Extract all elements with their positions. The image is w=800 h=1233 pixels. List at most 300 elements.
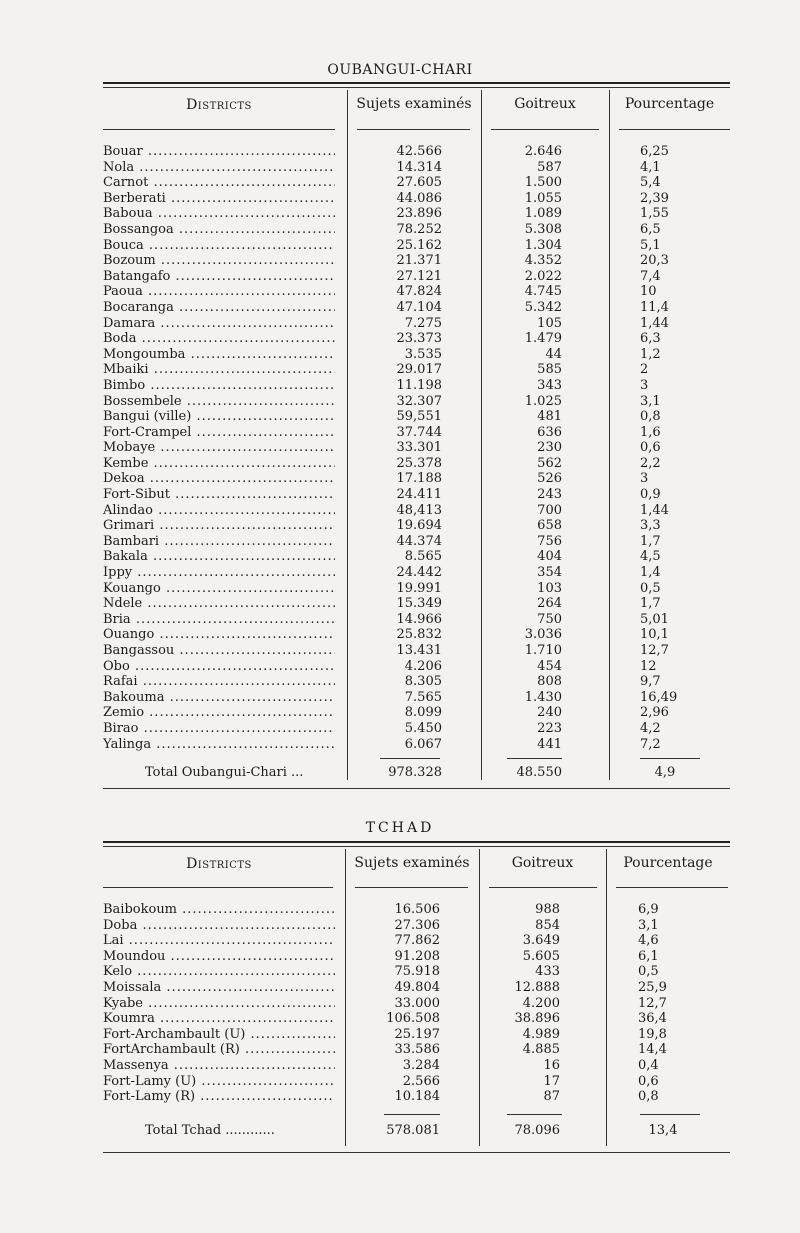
district-name: Bakala ..... [103, 549, 335, 565]
sujets-value: 25.832 [396, 627, 442, 643]
sujets-value: 23.373 [396, 331, 442, 347]
tchad-bottom-rule [103, 1152, 730, 1153]
table-row [0, 737, 800, 753]
pourcentage-value: 7,2 [640, 736, 661, 752]
table-row [0, 394, 800, 410]
goitreux-value: 1.304 [524, 237, 562, 253]
sujets-value: 24.411 [396, 487, 442, 503]
district-name: FortArchambault (R) ..... [103, 1042, 335, 1058]
district-name: Doba ..... [103, 918, 335, 934]
tchad-header-goitreux: Goitreux [511, 855, 574, 871]
pourcentage-value: 12,7 [638, 995, 667, 1011]
goitreux-value: 636 [537, 424, 562, 440]
sujets-value: 14.966 [396, 611, 442, 627]
table-row [0, 253, 800, 269]
sujets-value: 14.314 [396, 159, 442, 175]
sujets-value: 48,413 [396, 502, 442, 518]
tchad-total-sep-2 [507, 1114, 562, 1115]
sujets-value: 42.566 [396, 144, 442, 159]
goitreux-value: 854 [535, 917, 560, 933]
pourcentage-value: 10 [640, 284, 657, 300]
district-name: Bimbo ..... [103, 378, 335, 394]
oubangui-header-sep-1 [103, 129, 335, 130]
goitreux-value: 481 [537, 409, 562, 425]
pourcentage-value: 0,9 [640, 487, 661, 503]
pourcentage-value: 0,6 [638, 1073, 659, 1089]
table-row [0, 347, 800, 363]
table-row [0, 518, 800, 534]
pourcentage-value: 4,2 [640, 720, 661, 736]
goitreux-value: 354 [537, 565, 562, 581]
goitreux-value: 87 [543, 1089, 560, 1105]
table-row [0, 316, 800, 332]
oubangui-total-sep-3 [640, 758, 700, 759]
goitreux-value: 16 [543, 1057, 560, 1073]
goitreux-value: 454 [537, 658, 562, 674]
tchad-header-sep-3 [489, 887, 597, 888]
table-row [0, 222, 800, 238]
oubangui-title: OUBANGUI-CHARI [327, 62, 473, 78]
district-name: Bangassou ..... [103, 643, 335, 659]
sujets-value: 27.306 [394, 917, 440, 933]
goitreux-value: 44 [545, 346, 562, 362]
table-row [0, 284, 800, 300]
oubangui-top-rule-thin [103, 87, 730, 88]
table-row [0, 1042, 800, 1058]
district-name: Birao ..... [103, 721, 335, 737]
goitreux-value: 4.352 [524, 253, 562, 269]
pourcentage-value: 6,9 [638, 902, 659, 917]
pourcentage-value: 36,4 [638, 1011, 667, 1027]
sujets-value: 32.307 [396, 393, 442, 409]
oubangui-header-sep-4 [619, 129, 730, 130]
pourcentage-value: 1,2 [640, 346, 661, 362]
pourcentage-value: 0,6 [640, 440, 661, 456]
pourcentage-value: 3 [640, 471, 649, 487]
table-row [0, 1011, 800, 1027]
pourcentage-value: 2 [640, 362, 649, 378]
pourcentage-value: 3 [640, 377, 649, 393]
goitreux-value: 658 [537, 518, 562, 534]
district-name: Ndele ..... [103, 596, 335, 612]
district-name: Bossembele ..... [103, 394, 335, 410]
table-row [0, 269, 800, 285]
district-name: Moundou ..... [103, 949, 335, 965]
tchad-header-sujets: Sujets examinés [354, 855, 470, 871]
district-name: Alindao ..... [103, 503, 335, 519]
district-name: Mobaye ..... [103, 440, 335, 456]
sujets-value: 91.208 [394, 948, 440, 964]
pourcentage-value: 9,7 [640, 674, 661, 690]
sujets-value: 27.121 [396, 268, 442, 284]
district-name: Zemio ..... [103, 705, 335, 721]
sujets-value: 4.206 [404, 658, 442, 674]
district-name: Kembe ..... [103, 456, 335, 472]
goitreux-value: 243 [537, 487, 562, 503]
district-name: Fort-Archambault (U) ..... [103, 1027, 335, 1043]
goitreux-value: 4.989 [522, 1026, 560, 1042]
tchad-title: TCHAD [365, 820, 435, 836]
goitreux-value: 17 [543, 1073, 560, 1089]
pourcentage-value: 4,5 [640, 549, 661, 565]
district-name: Bozoum ..... [103, 253, 335, 269]
pourcentage-value: 4,1 [640, 159, 661, 175]
sujets-value: 7.275 [404, 315, 442, 331]
oubangui-top-rule [103, 82, 730, 84]
sujets-value: 25.162 [396, 237, 442, 253]
sujets-value: 49.804 [394, 979, 440, 995]
table-row [0, 705, 800, 721]
table-row [0, 487, 800, 503]
goitreux-value: 1.710 [524, 643, 562, 658]
table-row [0, 534, 800, 550]
goitreux-value: 587 [537, 159, 562, 175]
goitreux-value: 240 [537, 705, 562, 721]
sujets-value: 8.565 [404, 549, 442, 565]
table-row [0, 175, 800, 191]
oubangui-total-label: Total Oubangui-Chari ... [145, 765, 304, 780]
sujets-value: 47.824 [396, 284, 442, 300]
goitreux-value: 4.745 [524, 284, 562, 300]
pourcentage-value: 0,8 [638, 1089, 659, 1105]
table-row [0, 1074, 800, 1090]
pourcentage-value: 2,2 [640, 455, 661, 471]
sujets-value: 2.566 [402, 1073, 440, 1089]
district-name: Bocaranga ..... [103, 300, 335, 316]
oubangui-header-goitreux: Goitreux [514, 96, 576, 112]
table-row [0, 902, 800, 918]
district-name: Bangui (ville) ..... [103, 409, 335, 425]
oubangui-header-districts: Districts [186, 97, 252, 113]
table-row [0, 549, 800, 565]
table-row [0, 331, 800, 347]
tchad-header-pourcentage: Pourcentage [623, 855, 713, 871]
table-row [0, 933, 800, 949]
pourcentage-value: 4,6 [638, 933, 659, 949]
goitreux-value: 1.479 [524, 331, 562, 347]
pourcentage-value: 2,39 [640, 190, 669, 206]
oubangui-total-sep-1 [380, 758, 440, 759]
sujets-value: 15.349 [396, 596, 442, 612]
goitreux-value: 103 [537, 580, 562, 596]
sujets-value: 21.371 [396, 253, 442, 269]
district-name: Ouango ..... [103, 627, 335, 643]
pourcentage-value: 0,4 [638, 1057, 659, 1073]
table-row [0, 456, 800, 472]
goitreux-value: 441 [537, 736, 562, 752]
pourcentage-value: 25,9 [638, 979, 667, 995]
pourcentage-value: 5,4 [640, 175, 661, 191]
table-row [0, 471, 800, 487]
district-name: Kyabe ..... [103, 996, 335, 1012]
goitreux-value: 4.200 [522, 995, 560, 1011]
pourcentage-value: 1,4 [640, 565, 661, 581]
district-name: Paoua ..... [103, 284, 335, 300]
pourcentage-value: 10,1 [640, 627, 669, 643]
table-row [0, 949, 800, 965]
table-row [0, 191, 800, 207]
district-name: Fort-Sibut ..... [103, 487, 335, 503]
sujets-value: 11.198 [396, 377, 442, 393]
pourcentage-value: 2,96 [640, 705, 669, 721]
tchad-header-sep-1 [103, 887, 333, 888]
pourcentage-value: 14,4 [638, 1042, 667, 1058]
sujets-value: 24.442 [396, 565, 442, 581]
sujets-value: 33.586 [394, 1042, 440, 1058]
district-name: Baibokoum ..... [103, 902, 335, 918]
sujets-value: 25.378 [396, 455, 442, 471]
sujets-value: 8.099 [404, 705, 442, 721]
tchad-total-sep-1 [384, 1114, 440, 1115]
oubangui-total-sujets: 978.328 [388, 765, 442, 780]
sujets-value: 7.565 [404, 689, 442, 705]
district-name: Bambari ..... [103, 534, 335, 550]
oubangui-bottom-rule [103, 788, 730, 789]
district-name: Kouango ..... [103, 581, 335, 597]
goitreux-value: 1.055 [524, 190, 562, 206]
table-row [0, 378, 800, 394]
goitreux-value: 223 [537, 720, 562, 736]
goitreux-value: 1.430 [524, 689, 562, 705]
goitreux-value: 756 [537, 533, 562, 549]
pourcentage-value: 6,25 [640, 144, 669, 159]
district-name: Nola ..... [103, 160, 335, 176]
tchad-total-label: Total Tchad ............ [145, 1123, 275, 1138]
table-row [0, 721, 800, 737]
district-name: Fort-Lamy (U) ..... [103, 1074, 335, 1090]
district-name: Koumra ..... [103, 1011, 335, 1027]
table-row [0, 440, 800, 456]
district-name: Obo ..... [103, 659, 335, 675]
district-name: Fort-Lamy (R) ..... [103, 1089, 335, 1105]
sujets-value: 5.450 [404, 720, 442, 736]
tchad-header-sep-4 [616, 887, 728, 888]
pourcentage-value: 5,01 [640, 611, 669, 627]
sujets-value: 10.184 [394, 1089, 440, 1105]
district-name: Grimari ..... [103, 518, 335, 534]
pourcentage-value: 16,49 [640, 689, 678, 705]
table-row [0, 980, 800, 996]
district-name: Bouca ..... [103, 238, 335, 254]
district-name: Bakouma ..... [103, 690, 335, 706]
sujets-value: 25.197 [394, 1026, 440, 1042]
goitreux-value: 2.022 [524, 268, 562, 284]
district-name: Moissala ..... [103, 980, 335, 996]
district-name: Yalinga ..... [103, 737, 335, 753]
table-row [0, 160, 800, 176]
tchad-top-rule-thin [103, 846, 730, 847]
table-row [0, 409, 800, 425]
goitreux-value: 230 [537, 440, 562, 456]
goitreux-value: 433 [535, 964, 560, 980]
goitreux-value: 105 [537, 315, 562, 331]
pourcentage-value: 3,1 [640, 393, 661, 409]
goitreux-value: 3.649 [522, 933, 560, 949]
goitreux-value: 343 [537, 377, 562, 393]
table-row [0, 1027, 800, 1043]
goitreux-value: 1.500 [524, 175, 562, 191]
pourcentage-value: 3,3 [640, 518, 661, 534]
goitreux-value: 1.025 [524, 393, 562, 409]
table-row [0, 612, 800, 628]
sujets-value: 59,551 [396, 409, 442, 425]
tchad-table-body [0, 902, 800, 1105]
pourcentage-value: 7,4 [640, 268, 661, 284]
tchad-header-districts: Districts [186, 856, 252, 872]
pourcentage-value: 1,55 [640, 206, 669, 222]
district-name: Carnot ..... [103, 175, 335, 191]
pourcentage-value: 1,6 [640, 424, 661, 440]
goitreux-value: 562 [537, 455, 562, 471]
sujets-value: 44.374 [396, 533, 442, 549]
sujets-value: 23.896 [396, 206, 442, 222]
oubangui-total-goitreux: 48.550 [516, 765, 562, 780]
sujets-value: 106.508 [386, 1011, 440, 1027]
table-row [0, 238, 800, 254]
table-row [0, 964, 800, 980]
goitreux-value: 2.646 [524, 144, 562, 159]
pourcentage-value: 11,4 [640, 299, 669, 315]
district-name: Berberati ..... [103, 191, 335, 207]
pourcentage-value: 6,1 [638, 948, 659, 964]
district-name: Fort-Crampel ..... [103, 425, 335, 441]
table-row [0, 206, 800, 222]
goitreux-value: 1.089 [524, 206, 562, 222]
tchad-total-goitreux: 78.096 [514, 1123, 560, 1138]
pourcentage-value: 1,7 [640, 596, 661, 612]
sujets-value: 37.744 [396, 424, 442, 440]
oubangui-total-row [0, 765, 800, 781]
table-row [0, 674, 800, 690]
goitreux-value: 3.036 [524, 627, 562, 643]
sujets-value: 3.284 [402, 1057, 440, 1073]
table-row [0, 918, 800, 934]
pourcentage-value: 12 [640, 658, 657, 674]
sujets-value: 47.104 [396, 299, 442, 315]
sujets-value: 33.000 [394, 995, 440, 1011]
sujets-value: 77.862 [394, 933, 440, 949]
tchad-total-pourcentage: 13,4 [648, 1123, 678, 1138]
oubangui-header-sep-3 [491, 129, 599, 130]
tchad-total-row [0, 1123, 800, 1139]
pourcentage-value: 20,3 [640, 253, 669, 269]
district-name: Dekoa ..... [103, 471, 335, 487]
sujets-value: 3.535 [404, 346, 442, 362]
sujets-value: 44.086 [396, 190, 442, 206]
pourcentage-value: 6,3 [640, 331, 661, 347]
pourcentage-value: 1,44 [640, 502, 669, 518]
table-row [0, 659, 800, 675]
goitreux-value: 750 [537, 611, 562, 627]
pourcentage-value: 6,5 [640, 221, 661, 237]
goitreux-value: 526 [537, 471, 562, 487]
oubangui-header-sep-2 [357, 129, 470, 130]
table-row [0, 581, 800, 597]
table-row [0, 144, 800, 160]
table-row [0, 362, 800, 378]
sujets-value: 13.431 [396, 643, 442, 658]
pourcentage-value: 1,44 [640, 315, 669, 331]
pourcentage-value: 19,8 [638, 1026, 667, 1042]
district-name: Rafai ..... [103, 674, 335, 690]
table-row [0, 596, 800, 612]
district-name: Lai ..... [103, 933, 335, 949]
sujets-value: 29.017 [396, 362, 442, 378]
district-name: Boda ..... [103, 331, 335, 347]
table-row [0, 1058, 800, 1074]
goitreux-value: 585 [537, 362, 562, 378]
pourcentage-value: 5,1 [640, 237, 661, 253]
pourcentage-value: 1,7 [640, 533, 661, 549]
table-row [0, 503, 800, 519]
table-row [0, 300, 800, 316]
table-row [0, 996, 800, 1012]
table-row [0, 690, 800, 706]
goitreux-value: 404 [537, 549, 562, 565]
goitreux-value: 700 [537, 502, 562, 518]
goitreux-value: 5.605 [522, 948, 560, 964]
table-row [0, 1089, 800, 1105]
oubangui-total-pourcentage: 4,9 [654, 765, 676, 780]
pourcentage-value: 12,7 [640, 643, 669, 658]
oubangui-header-sujets: Sujets examinés [356, 96, 472, 112]
goitreux-value: 4.885 [522, 1042, 560, 1058]
goitreux-value: 12.888 [514, 979, 560, 995]
sujets-value: 6.067 [404, 736, 442, 752]
sujets-value: 19.991 [396, 580, 442, 596]
tchad-top-rule [103, 841, 730, 843]
goitreux-value: 988 [535, 902, 560, 917]
sujets-value: 78.252 [396, 221, 442, 237]
pourcentage-value: 0,5 [640, 580, 661, 596]
district-name: Bouar ..... [103, 144, 335, 160]
pourcentage-value: 0,8 [640, 409, 661, 425]
district-name: Bossangoa ..... [103, 222, 335, 238]
table-row [0, 643, 800, 659]
oubangui-total-sep-2 [507, 758, 562, 759]
district-name: Massenya ..... [103, 1058, 335, 1074]
goitreux-value: 5.308 [524, 221, 562, 237]
tchad-total-sujets: 578.081 [386, 1123, 440, 1138]
table-row [0, 627, 800, 643]
oubangui-table-body [0, 144, 800, 752]
sujets-value: 75.918 [394, 964, 440, 980]
sujets-value: 27.605 [396, 175, 442, 191]
sujets-value: 33.301 [396, 440, 442, 456]
sujets-value: 16.506 [394, 902, 440, 917]
oubangui-header-pourcentage: Pourcentage [624, 96, 715, 112]
table-row [0, 425, 800, 441]
pourcentage-value: 3,1 [638, 917, 659, 933]
district-name: Mongoumba ..... [103, 347, 335, 363]
sujets-value: 17.188 [396, 471, 442, 487]
district-name: Batangafo ..... [103, 269, 335, 285]
district-name: Baboua ..... [103, 206, 335, 222]
tchad-total-sep-3 [640, 1114, 700, 1115]
district-name: Mbaiki ..... [103, 362, 335, 378]
goitreux-value: 5.342 [524, 299, 562, 315]
sujets-value: 19.694 [396, 518, 442, 534]
tchad-header-sep-2 [355, 887, 468, 888]
goitreux-value: 808 [537, 674, 562, 690]
district-name: Damara ..... [103, 316, 335, 332]
sujets-value: 8.305 [404, 674, 442, 690]
pourcentage-value: 0,5 [638, 964, 659, 980]
district-name: Bria ..... [103, 612, 335, 628]
goitreux-value: 38.896 [514, 1011, 560, 1027]
table-row [0, 565, 800, 581]
district-name: Ippy ..... [103, 565, 335, 581]
